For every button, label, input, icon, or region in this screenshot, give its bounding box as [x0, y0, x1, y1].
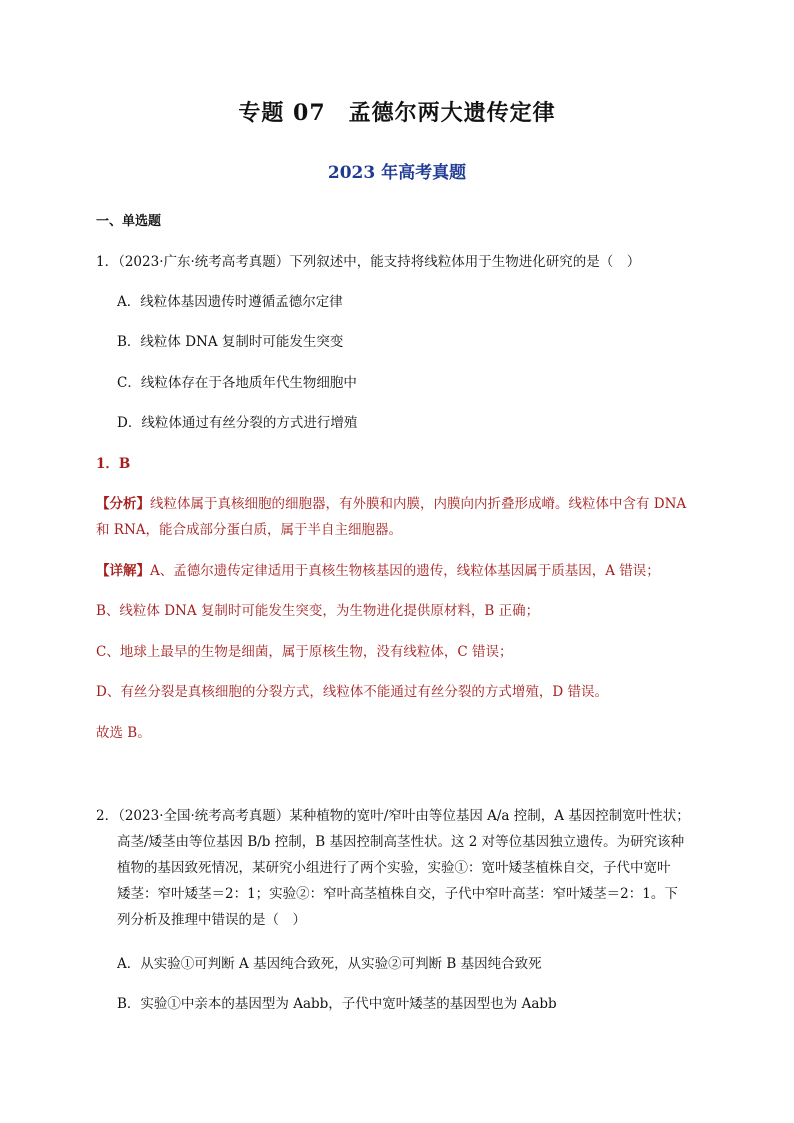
q1-detail-line2: B、线粒体 DNA 复制时可能发生突变，为生物进化提供原材料，B 正确；	[96, 603, 540, 619]
q2-option-b: B．实验①中亲本的基因型为 Aabb，子代中宽叶矮茎的基因型也为 Aabb	[117, 996, 557, 1012]
detail-text-1: A、孟德尔遗传定律适用于真核生物核基因的遗传，线粒体基因属于质基因，A 错误；	[150, 563, 660, 579]
q1-option-d: D．线粒体通过有丝分裂的方式进行增殖	[117, 415, 358, 431]
q1-detail-line3: C、地球上最早的生物是细菌，属于原核生物，没有线粒体，C 错误；	[96, 644, 513, 660]
q1-analysis-line1	[96, 494, 686, 514]
q1-answer: 1．B	[96, 456, 131, 472]
q1-option-b: B．线粒体 DNA 复制时可能发生突变	[117, 334, 344, 350]
q1-option-c: C．线粒体存在于各地质年代生物细胞中	[117, 375, 357, 391]
q2-stem-line3: 植物的基因致死情况，某研究小组进行了两个实验，实验①：宽叶矮茎植株自交，子代中宽叶	[117, 860, 671, 876]
q1-option-a: A．线粒体基因遗传时遵循孟德尔定律	[117, 294, 343, 310]
q1-analysis-line2: 和 RNA，能合成部分蛋白质，属于半自主细胞器。	[96, 522, 403, 538]
analysis-text-1: 线粒体属于真核细胞的细胞器，有外膜和内膜，内膜向内折叠形成嵴。线粒体中含有 DNA	[150, 496, 687, 512]
section-heading: 一、单选题	[96, 214, 162, 229]
q1-conclusion: 故选 B。	[96, 725, 151, 741]
q2-stem-line1: 2．（2023·全国·统考高考真题）某种植物的宽叶/窄叶由等位基因 A/a 控制，A 基因控制宽叶性状；	[96, 808, 690, 824]
q2-stem-line5: 列分析及推理中错误的是（ ）	[117, 912, 306, 928]
q1-detail-line1	[96, 561, 660, 581]
analysis-label: 【分析】	[96, 496, 150, 512]
q2-stem-line2: 高茎/矮茎由等位基因 B/b 控制，B 基因控制高茎性状。这 2 对等位基因独立遗传。为研究该种	[117, 834, 685, 850]
q1-stem: 1．（2023·广东·统考高考真题）下列叙述中，能支持将线粒体用于生物进化研究的是（ ）	[96, 254, 641, 270]
detail-label: 【详解】	[96, 563, 150, 579]
q1-detail-line4: D、有丝分裂是真核细胞的分裂方式，线粒体不能通过有丝分裂的方式增殖，D 错误。	[96, 684, 608, 700]
q2-stem-line4: 矮茎：窄叶矮茎＝2：1；实验②：窄叶高茎植株自交，子代中窄叶高茎：窄叶矮茎＝2：1。下	[117, 886, 678, 902]
document-title: 专题 07 孟德尔两大遗传定律	[238, 100, 556, 126]
q2-option-a: A．从实验①可判断 A 基因纯合致死，从实验②可判断 B 基因纯合致死	[117, 956, 542, 972]
document-subtitle: 2023 年高考真题	[327, 163, 467, 183]
